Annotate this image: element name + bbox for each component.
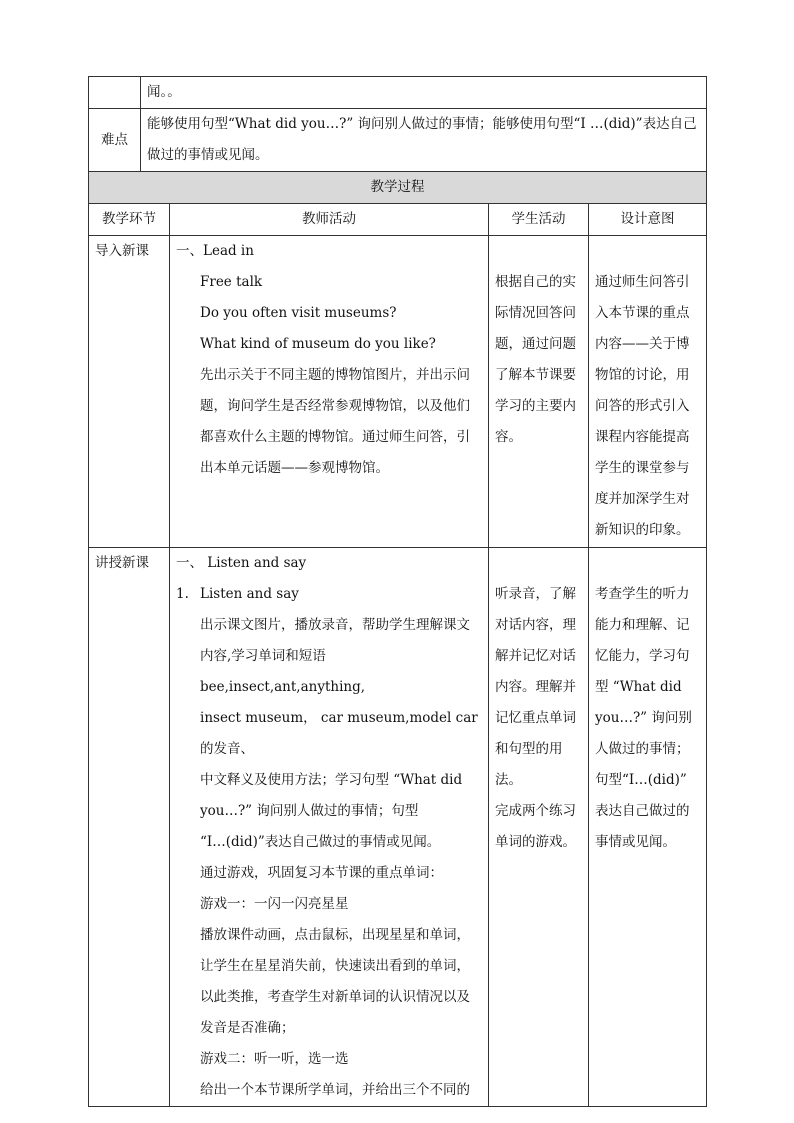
lead-in-line: 先出示关于不同主题的博物馆图片，并出示问 — [200, 367, 470, 383]
teach-line: you…?” 询问别人做过的事情；句型 — [200, 803, 419, 819]
teach-heading: 一、 Listen and say — [176, 555, 307, 571]
header-teacher: 教师活动 — [170, 204, 489, 236]
intent-line: 物馆的讨论，用 — [595, 367, 690, 383]
student-line: 和句型的用法。 — [495, 741, 563, 788]
intent-line: 学生的课堂参与 — [595, 460, 690, 476]
intent-line: 型 “What did — [595, 679, 682, 695]
teach-row — [89, 548, 707, 1107]
lead-in-line: Do you often visit museums? — [200, 305, 397, 321]
teach-line: 游戏一：一闪一闪亮星星 — [200, 896, 349, 912]
intent-line: 句型“I…(did)” — [595, 772, 687, 788]
student-line: 对话内容，理 — [495, 617, 576, 633]
teach-line: 以此类推，考查学生对新单词的认识情况以及 — [200, 989, 470, 1005]
student-line: 学习的主要内 — [495, 398, 576, 414]
teach-teacher-activity — [170, 548, 489, 1107]
teach-student-activity — [489, 548, 589, 1107]
lead-in-line: 都喜欢什么主题的博物馆。通过师生问答，引 — [200, 429, 470, 445]
difficulty-label: 难点 — [89, 109, 141, 172]
lead-in-teacher-activity — [170, 236, 489, 548]
student-line: 题，通过问题 — [495, 336, 576, 352]
section-title: 教学过程 — [89, 172, 707, 204]
teach-line: 出示课文图片，播放录音，帮助学生理解课文 — [200, 617, 470, 633]
student-line: 内容。理解并 — [495, 679, 576, 695]
student-line: 解并记忆对话 — [495, 648, 576, 664]
difficulty-row — [89, 109, 707, 172]
section-title-row — [89, 172, 707, 204]
teach-item-title: Listen and say — [200, 586, 299, 602]
intent-line: 课程内容能提高 — [595, 429, 690, 445]
intent-line: 入本节课的重点 — [595, 305, 690, 321]
intent-line: you…?” 询问别 — [595, 710, 692, 726]
teach-line: 内容,学习单词和短语 bee,insect,ant,anything, — [200, 648, 366, 695]
student-line: 际情况回答问 — [495, 305, 576, 321]
student-line: 了解本节课要 — [495, 367, 576, 383]
lead-in-line: Free talk — [200, 274, 263, 290]
intent-line: 内容——关于博 — [595, 336, 690, 352]
lead-in-line: What kind of museum do you like? — [200, 336, 436, 352]
header-student: 学生活动 — [489, 204, 589, 236]
intent-line: 能力和理解、记 — [595, 617, 690, 633]
lead-in-line: 题，询问学生是否经常参观博物馆，以及他们 — [200, 398, 470, 414]
teach-item-number: 1. — [176, 586, 189, 602]
intent-line: 事情或见闻。 — [595, 834, 676, 850]
header-stage: 教学环节 — [89, 204, 170, 236]
difficulty-text: 能够使用句型“What did you…?” 询问别人做过的事情；能够使用句型“I …(did)”表达自己做过的事情或见闻。 — [141, 109, 707, 172]
header-intent: 设计意图 — [589, 204, 707, 236]
lead-in-row — [89, 236, 707, 548]
intent-line: 问答的形式引入 — [595, 398, 690, 414]
top-continuation-row — [89, 77, 707, 109]
intent-line: 考查学生的听力 — [595, 586, 690, 602]
teach-stage: 讲授新课 — [89, 548, 170, 1107]
teach-line: 给出一个本节课所学单词，并给出三个不同的 — [200, 1082, 470, 1098]
lead-in-line: 出本单元话题——参观博物馆。 — [200, 460, 389, 476]
intent-line: 通过师生问答引 — [595, 274, 690, 290]
teach-design-intent — [589, 548, 707, 1107]
lead-in-student-activity — [489, 236, 589, 548]
student-line: 完成两个练习 — [495, 803, 576, 819]
intent-line: 表达自己做过的 — [595, 803, 690, 819]
teach-item — [176, 579, 484, 610]
student-line: 单词的游戏。 — [495, 834, 576, 850]
intent-line: 度并加深学生对 — [595, 491, 690, 507]
lesson-plan-table — [88, 76, 707, 1107]
student-line: 根据自己的实 — [495, 274, 576, 290]
intent-line: 新知识的印象。 — [595, 522, 690, 538]
teach-line: 通过游戏，巩固复习本节课的重点单词： — [200, 865, 443, 881]
top-row-text: 闻。。 — [141, 77, 707, 109]
teach-line: 播放课件动画，点击鼠标，出现星星和单词， — [200, 927, 470, 943]
teach-line: 游戏二：听一听，选一选 — [200, 1051, 349, 1067]
lead-in-heading: 一、Lead in — [176, 243, 254, 259]
teach-line: 中文释义及使用方法；学习句型 “What did — [200, 772, 463, 788]
teach-line: 发音是否准确； — [200, 1020, 295, 1036]
lead-in-design-intent — [589, 236, 707, 548]
student-line: 听录音，了解 — [495, 586, 576, 602]
teach-line: 让学生在星星消失前，快速读出看到的单词， — [200, 958, 470, 974]
lead-in-stage: 导入新课 — [89, 236, 170, 548]
column-header-row — [89, 204, 707, 236]
top-row-label-cell — [89, 77, 141, 109]
intent-line: 忆能力，学习句 — [595, 648, 690, 664]
intent-line: 人做过的事情； — [595, 741, 690, 757]
teach-line: insect museum， car museum,model car的发音、 — [200, 710, 478, 757]
teach-line: “I…(did)”表达自己做过的事情或见闻。 — [200, 834, 441, 850]
student-line: 容。 — [495, 429, 522, 445]
student-line: 记忆重点单词 — [495, 710, 576, 726]
